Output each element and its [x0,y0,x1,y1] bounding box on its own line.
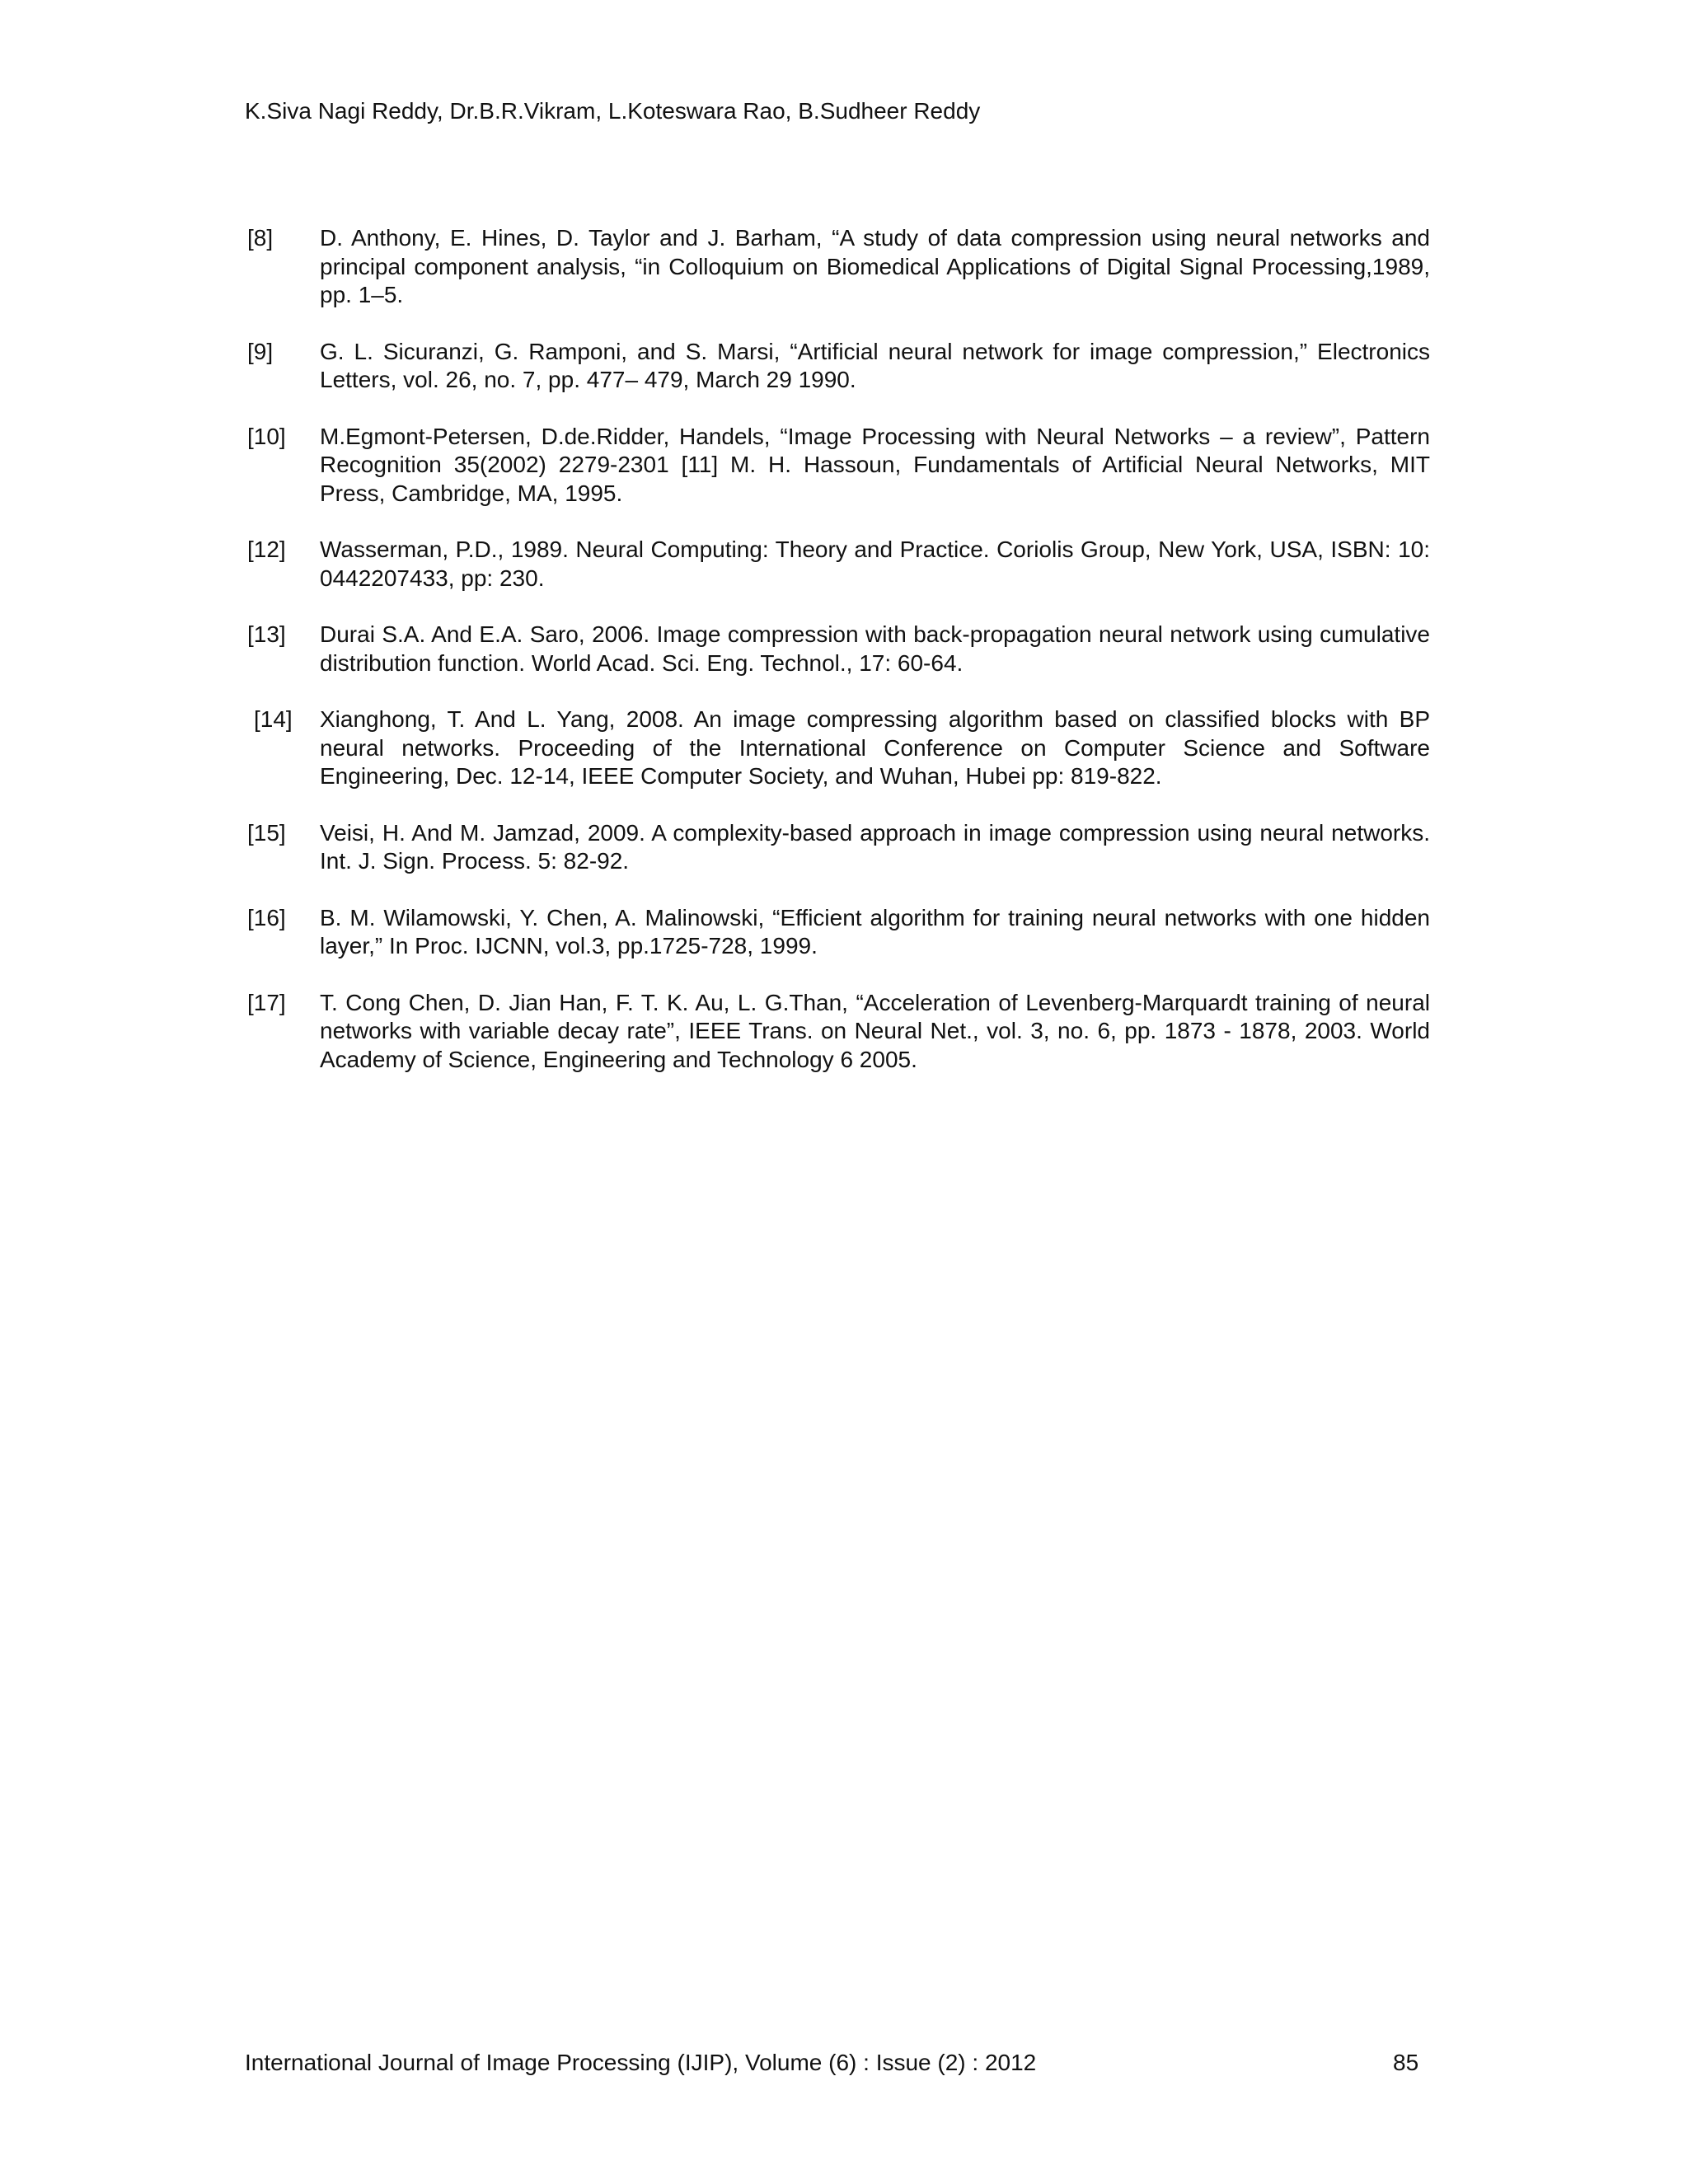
reference-text: Wasserman, P.D., 1989. Neural Computing: Theory and Practice. Coriolis Group, New York, USA, ISBN: 10: 0442207433, pp: 230. [320,537,1430,591]
reference-text: Veisi, H. And M. Jamzad, 2009. A complexity-based approach in image compression using neural networks. Int. J. Sign. Process. 5: 82-92. [320,819,1430,874]
reference-text: G. L. Sicuranzi, G. Ramponi, and S. Marsi, “Artificial neural network for image compression,” Electronics Letters, vol. 26, no. 7, pp. 477– 479, March 29 1990. [320,338,1430,392]
footer-page-number: 85 [1393,2050,1419,2075]
reference-item-10 [247,423,1430,509]
reference-item-9 [247,338,1430,395]
reference-item-17 [247,989,1430,1075]
reference-item-8 [247,224,1430,310]
reference-number: [8] [247,225,274,251]
reference-item-16 [247,904,1430,961]
reference-text: M.Egmont-Petersen, D.de.Ridder, Handels, “Image Processing with Neural Networks – a review”, Pattern Recognition 35(2002) 2279-2301 [11] M. H. Hassoun, Fundamentals of Artificial Neural Networks, MIT Press, Cambridge, MA, 1995. [320,423,1430,506]
reference-item-14 [247,705,1430,791]
footer-journal-info: International Journal of Image Processing (IJIP), Volume (6) : Issue (2) : 2012 [245,2050,1037,2075]
reference-number: [17] [247,989,286,1015]
reference-number: [16] [247,904,286,930]
reference-text: Durai S.A. And E.A. Saro, 2006. Image compression with back-propagation neural network using cumulative distribution function. World Acad. Sci. Eng. Technol., 17: 60-64. [320,621,1430,676]
reference-item-12 [247,536,1430,593]
reference-item-13 [247,621,1430,677]
reference-number: [13] [247,621,286,647]
reference-list [247,224,1430,1102]
reference-number: [9] [247,338,274,364]
reference-text: B. M. Wilamowski, Y. Chen, A. Malinowski, “Efficient algorithm for training neural networks with one hidden layer,” In Proc. IJCNN, vol.3, pp.1725-728, 1999. [320,904,1430,958]
reference-number: [14] [254,706,293,732]
reference-number: [10] [247,423,286,449]
reference-item-15 [247,819,1430,876]
reference-number: [15] [247,819,286,846]
running-header-authors: K.Siva Nagi Reddy, Dr.B.R.Vikram, L.Koteswara Rao, B.Sudheer Reddy [245,98,981,124]
reference-text: Xianghong, T. And L. Yang, 2008. An image compressing algorithm based on classified blocks with BP neural networks. Proceeding of the International Conference on Computer Science and Software Engineering, Dec. 12-14, IEEE Computer Society, and Wuhan, Hubei pp: 819-822. [320,706,1430,789]
reference-text: D. Anthony, E. Hines, D. Taylor and J. Barham, “A study of data compression using neural networks and principal component analysis, “in Colloquium on Biomedical Applications of Digital Signal Processing,1989, pp. 1–5. [320,225,1430,307]
reference-text: T. Cong Chen, D. Jian Han, F. T. K. Au, L. G.Than, “Acceleration of Levenberg-Marquardt training of neural networks with variable decay rate”, IEEE Trans. on Neural Net., vol. 3, no. 6, pp. 1873 - 1878, 2003. World Academy of Science, Engineering and Technology 6 2005. [320,989,1430,1072]
reference-number: [12] [247,537,286,562]
